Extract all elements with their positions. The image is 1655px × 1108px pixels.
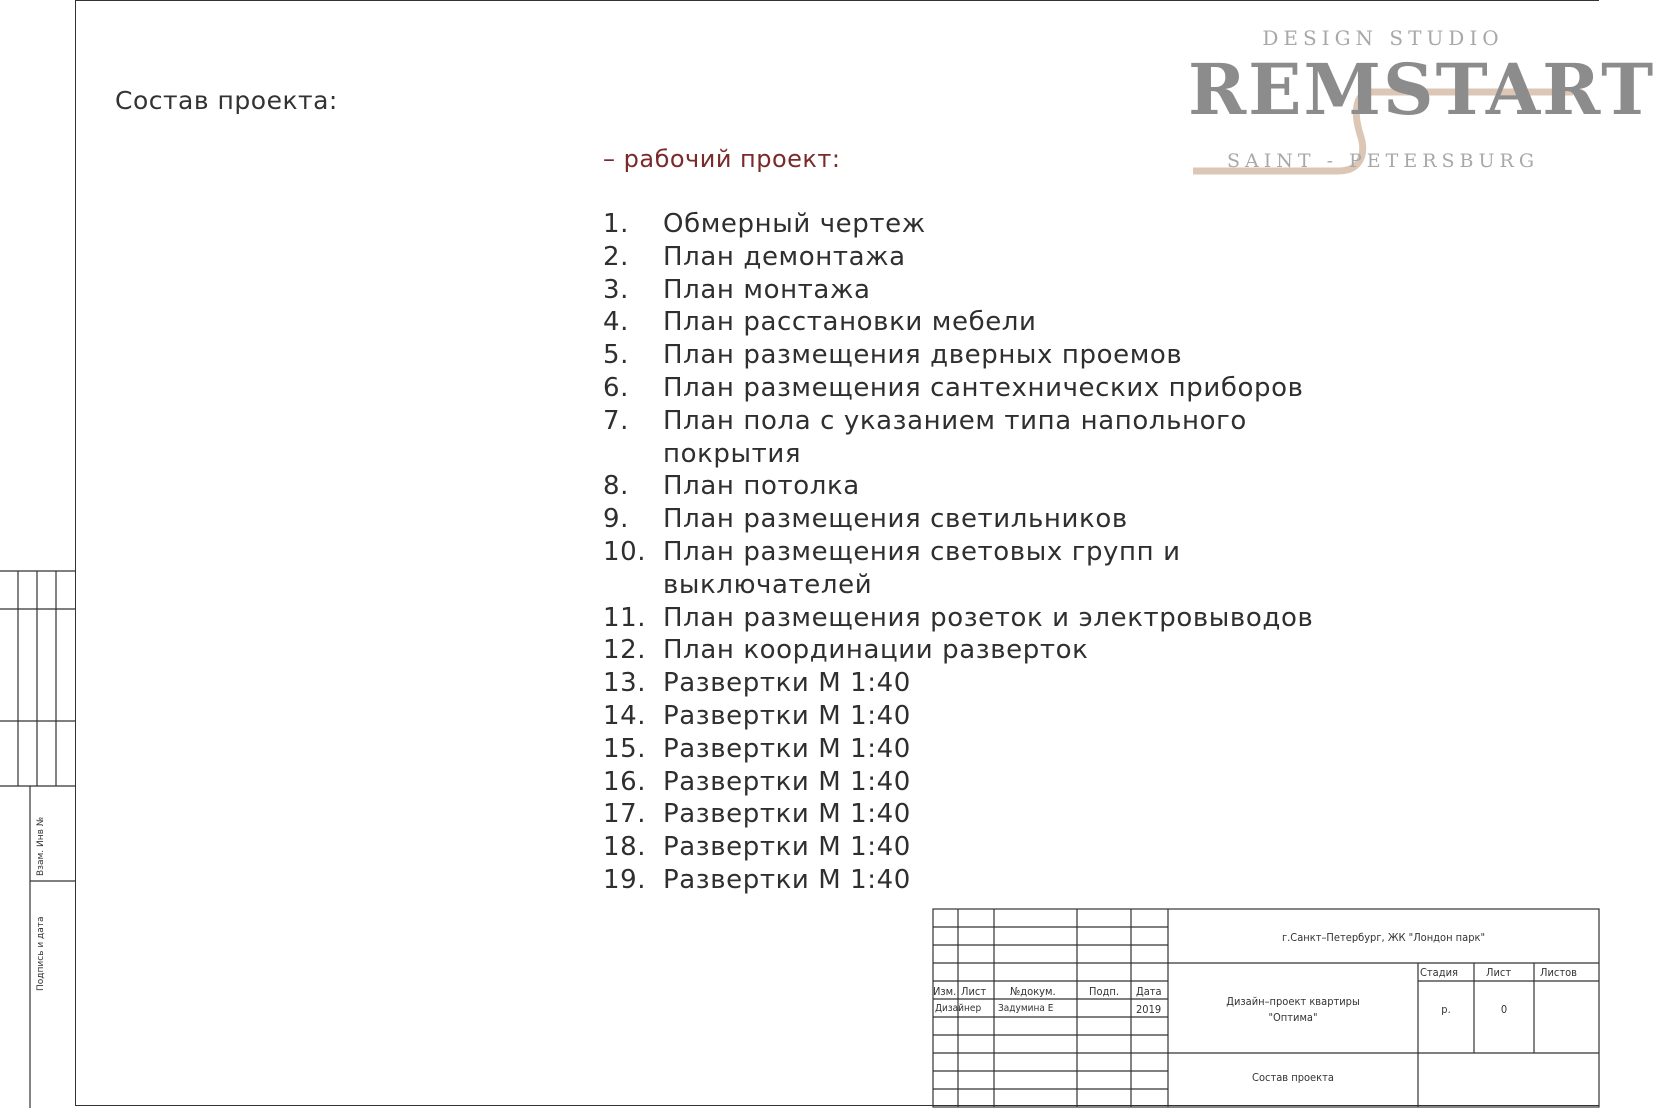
- list-item-text: План пола с указанием типа напольного: [663, 405, 1247, 436]
- list-item-text: План размещения дверных проемов: [663, 340, 1183, 371]
- list-item-number: 18.: [603, 832, 647, 863]
- stage-header: Стадия: [1420, 966, 1458, 979]
- list-item-text: План потолка: [663, 471, 860, 502]
- list-item-text: Развертки М 1:40: [663, 701, 911, 731]
- studio-logo: [1188, 26, 1655, 176]
- list-item-number: 13.: [603, 668, 647, 699]
- sheet-header: Лист: [1486, 966, 1512, 979]
- list-item-text: Развертки М 1:40: [663, 832, 911, 863]
- list-item-number: 12.: [603, 635, 647, 666]
- title-block: [933, 909, 1600, 1108]
- list-item-number: 10.: [603, 537, 647, 567]
- list-item-number: 8.: [603, 471, 630, 502]
- header-list: Лист: [961, 985, 987, 998]
- list-item-number: 6.: [603, 373, 630, 403]
- designer-role: Дизайнер: [935, 1003, 982, 1014]
- header-date: Дата: [1136, 985, 1162, 998]
- list-item-number: 19.: [603, 865, 647, 895]
- list-item-text: План размещения светильников: [663, 504, 1128, 535]
- header-izm: Изм.: [933, 985, 957, 998]
- list-item-text: Развертки М 1:40: [663, 799, 911, 830]
- list-item-text: План размещения сантехнических приборов: [663, 373, 1304, 403]
- list-item-number: 17.: [603, 799, 647, 830]
- list-item-text: План монтажа: [663, 274, 871, 305]
- designer-name: Задумина Е: [998, 1003, 1054, 1014]
- list-item-number: 4.: [603, 307, 630, 338]
- sheet-value: 0: [1500, 1003, 1508, 1016]
- logo-brand: REMSTART: [1188, 48, 1655, 131]
- side-stamp-inv-label: Взам. Инв №: [36, 816, 46, 876]
- year: 2019: [1136, 1003, 1162, 1016]
- list-item-text: План демонтажа: [663, 241, 906, 272]
- list-item-number: 14.: [603, 701, 647, 731]
- list-item-text: Развертки М 1:40: [663, 668, 911, 699]
- list-item-text: Обмерный чертеж: [663, 209, 926, 239]
- list-item-number: 7.: [603, 405, 630, 436]
- header-doc: №докум.: [1010, 985, 1056, 998]
- logo-top-line: DESIGN STUDIO: [1262, 26, 1504, 50]
- section-subheading: – рабочий проект:: [603, 145, 841, 173]
- stage-value: р.: [1441, 1003, 1451, 1016]
- title-block-address: г.Санкт–Петербург, ЖК "Лондон парк": [1281, 931, 1486, 944]
- page-heading: Состав проекта:: [115, 86, 338, 115]
- side-stamp-sign-label: Подпись и дата: [36, 916, 46, 991]
- project-line-2: "Оптима": [1268, 1011, 1318, 1024]
- list-item-text: План координации разверток: [663, 635, 1089, 666]
- list-item-number: 1.: [603, 209, 630, 239]
- list-item-text: Развертки М 1:40: [663, 733, 911, 764]
- list-item-number: 9.: [603, 504, 630, 535]
- logo-bottom-line: SAINT - PETERSBURG: [1226, 150, 1540, 172]
- project-line-1: Дизайн–проект квартиры: [1226, 995, 1360, 1008]
- sheets-header: Листов: [1540, 966, 1577, 979]
- list-item-number: 5.: [603, 340, 630, 371]
- list-item-number: 2.: [603, 241, 630, 272]
- side-stamp: [0, 571, 75, 1108]
- header-podp: Подп.: [1089, 985, 1119, 998]
- list-item-number: 15.: [603, 733, 647, 764]
- list-item-text: выключателей: [663, 569, 873, 600]
- list-item-number: 16.: [603, 766, 647, 797]
- list-item-text: План расстановки мебели: [663, 307, 1037, 338]
- list-item-text: Развертки М 1:40: [663, 865, 911, 895]
- list-item-text: План размещения световых групп и: [663, 537, 1181, 567]
- list-item-text: Развертки М 1:40: [663, 766, 911, 797]
- list-item-number: 11.: [603, 602, 647, 633]
- list-item-text: План размещения розеток и электровыводов: [663, 602, 1314, 633]
- list-item-number: 3.: [603, 274, 630, 305]
- list-item-text: покрытия: [663, 438, 802, 469]
- sheet-title: Состав проекта: [1252, 1071, 1334, 1084]
